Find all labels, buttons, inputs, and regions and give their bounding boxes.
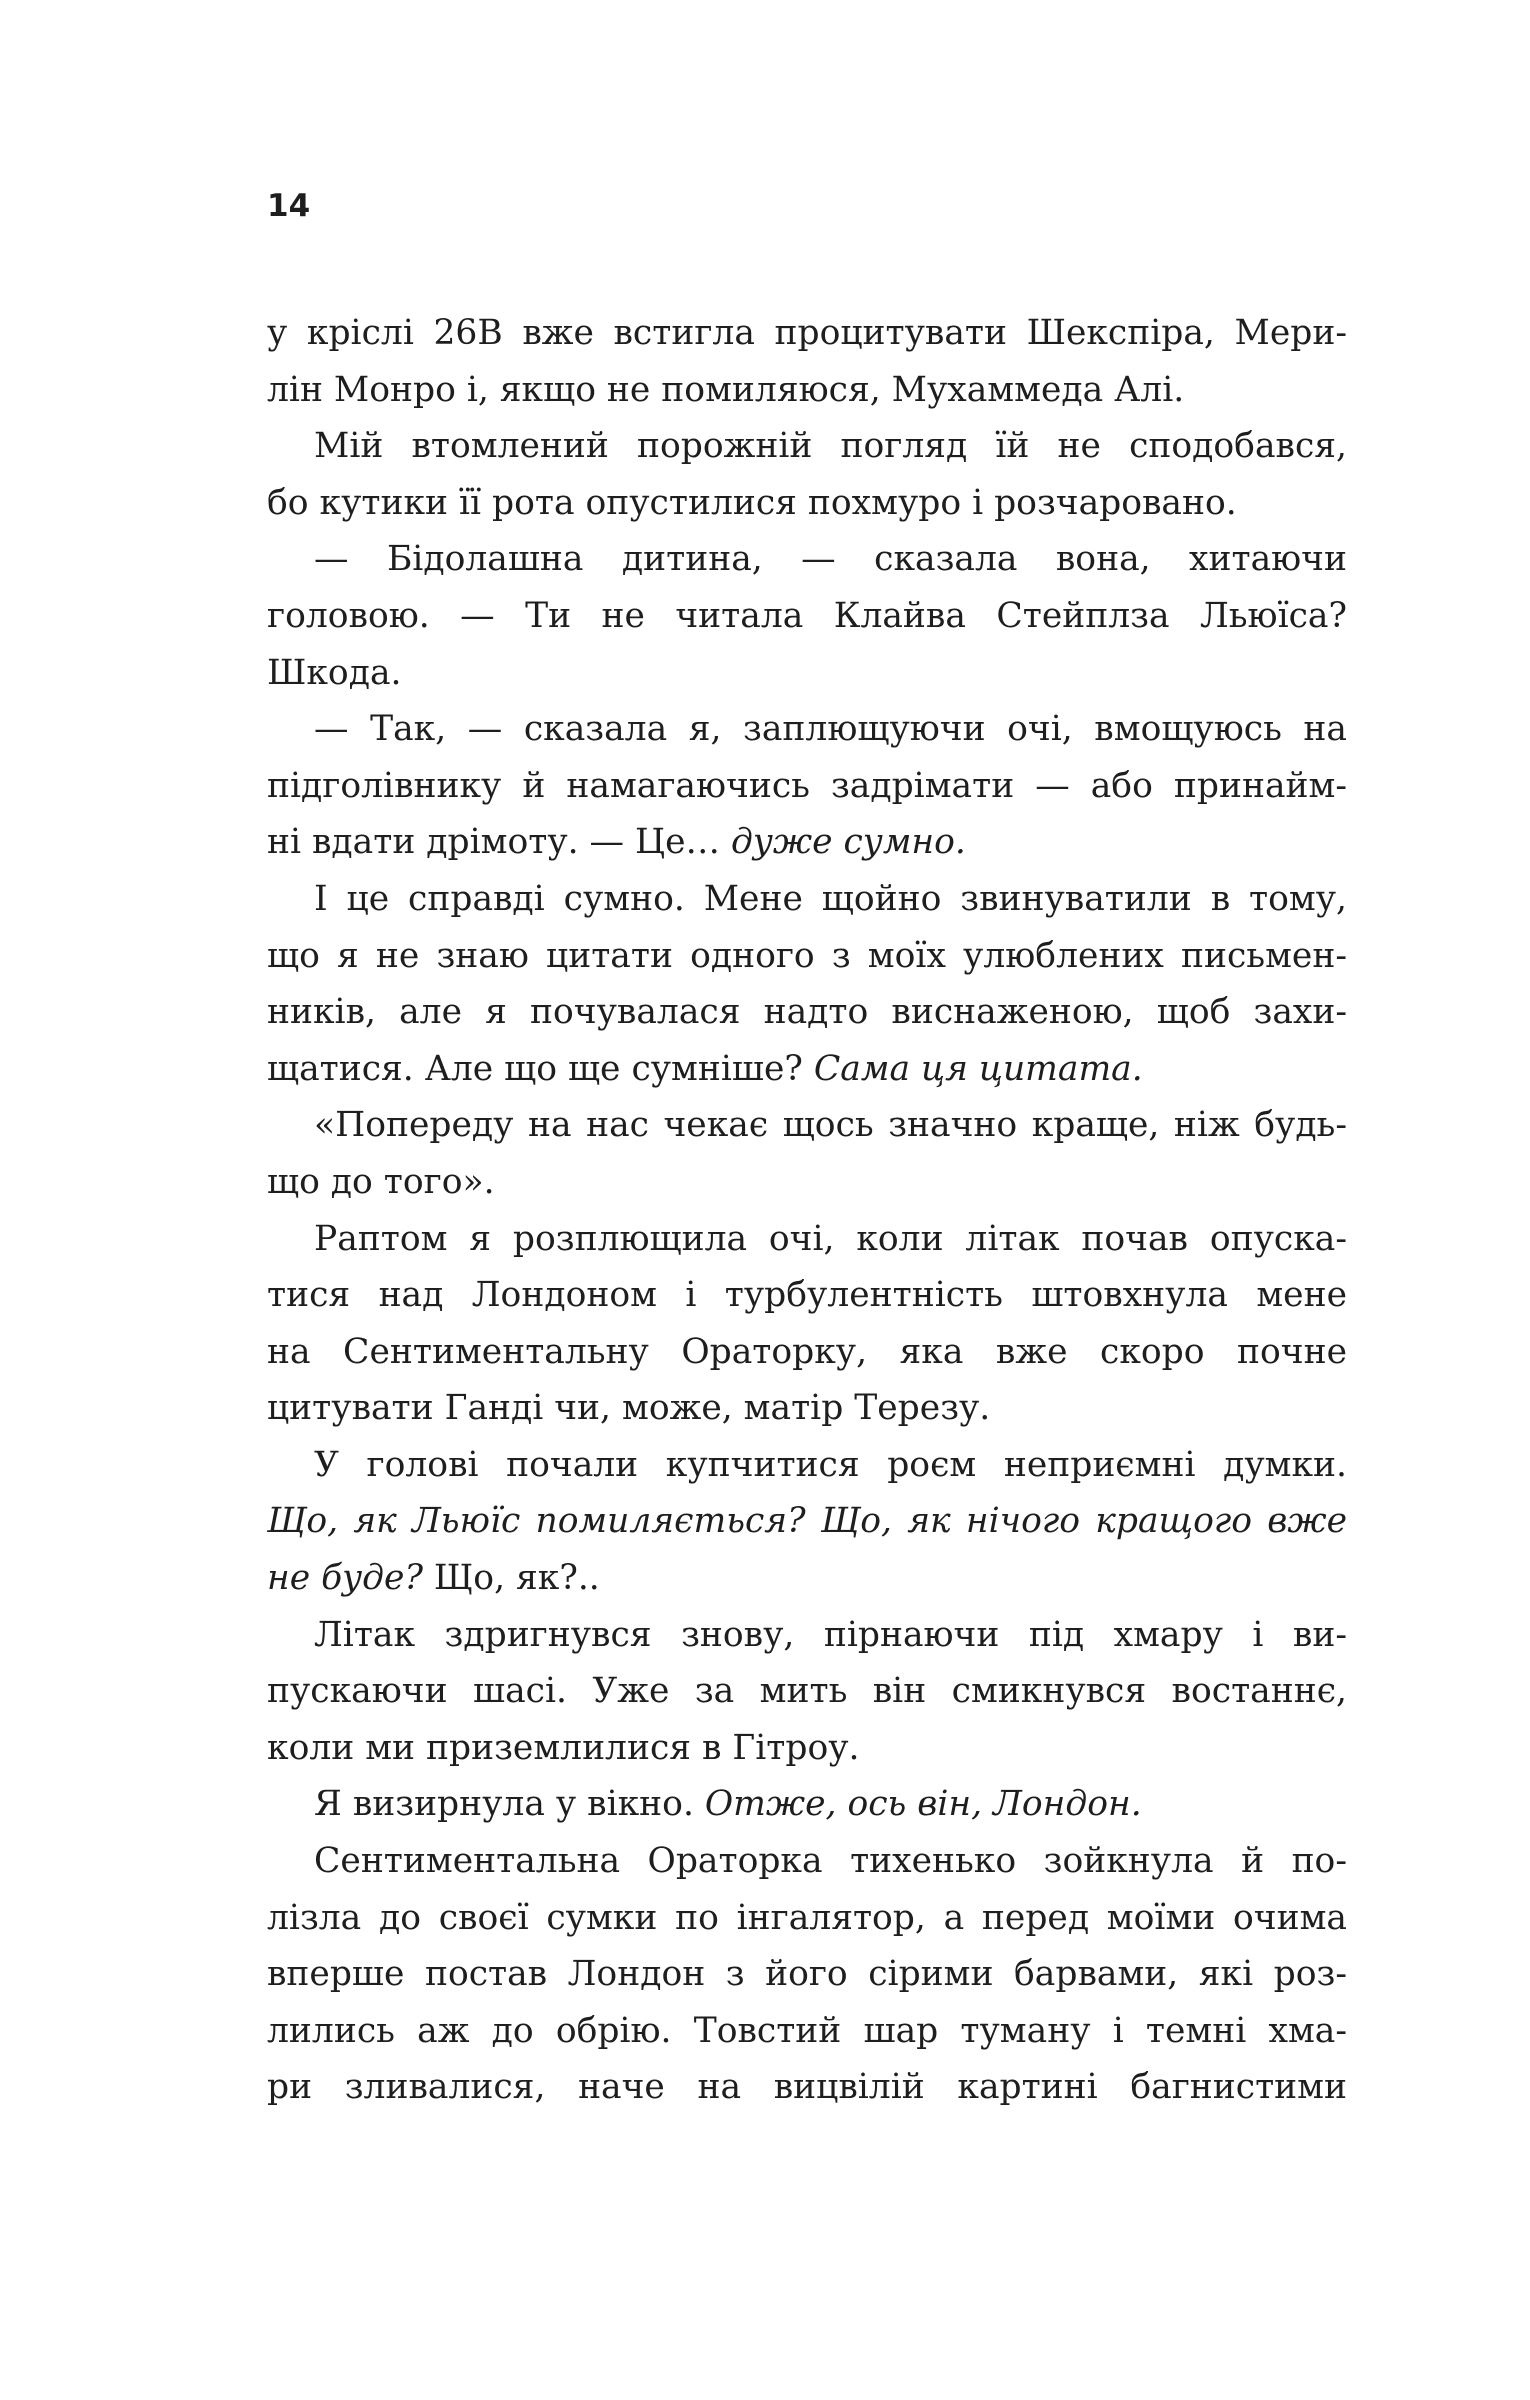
text-line: Раптом я розплющила очі, коли літак почав опуска-	[314, 1218, 1347, 1259]
text-line: — Так, — сказала я, заплющуючи очі, вмощуюсь на	[314, 709, 1347, 750]
text-line: ників, але я почувалася надто виснаженою, щоб захи-	[267, 992, 1347, 1033]
text-line	[267, 1776, 1347, 1833]
text-segment: ні вдати дрімоту. — Це…	[267, 822, 731, 863]
text-line: що я не знаю цитати одного з моїх улюблених письмен-	[267, 935, 1347, 976]
italic-segment: Що, як Льюїс помиляється? Що, як нічого кращого вже	[267, 1501, 1347, 1542]
text-line: на Сентиментальну Ораторку, яка вже скоро почне	[267, 1331, 1347, 1372]
text-line: що до того».	[267, 1161, 495, 1202]
text-line: Сентиментальна Ораторка тихенько зойкнула й по-	[314, 1841, 1347, 1882]
text-segment: Я визирнула у вікно.	[314, 1784, 705, 1825]
text-line: Мій втомлений порожній погляд їй не сподобався,	[314, 426, 1347, 467]
text-line: у кріслі 26B вже встигла процитувати Шекспіра, Мери-	[267, 313, 1347, 353]
text-line	[267, 1550, 1347, 1607]
body-text	[267, 305, 1347, 2116]
text-line: лились аж до обрію. Товстий шар туману і темні хма-	[267, 2010, 1347, 2051]
italic-segment: не буде?	[267, 1558, 423, 1599]
text-line: тися над Лондоном і турбулентність штовхнула мене	[267, 1275, 1347, 1316]
text-line: бо кутики її рота опустилися похмуро і розчаровано.	[267, 482, 1237, 523]
italic-segment: Сама ця цитата.	[813, 1048, 1143, 1089]
text-line: головою. — Ти не читала Клайва Стейплза Льюїса?	[267, 595, 1347, 636]
text-line	[267, 1493, 1347, 1550]
text-line: І це справді сумно. Мене щойно звинуватили в тому,	[314, 878, 1347, 919]
text-line: коли ми приземлилися в Гітроу.	[267, 1727, 860, 1768]
text-line	[267, 1041, 1347, 1098]
text-segment: щатися. Але що ще сумніше?	[267, 1048, 814, 1089]
text-line: лін Монро і, якщо не помиляюся, Мухаммеда Алі.	[267, 369, 1185, 410]
text-line: Літак здригнувся знову, пірнаючи під хмару і ви-	[314, 1614, 1347, 1655]
text-line: «Попереду на нас чекає щось значно краще, ніж будь-	[314, 1105, 1347, 1146]
text-line: У голові почали купчитися роєм неприємні думки.	[314, 1444, 1347, 1485]
text-line: Шкода.	[267, 652, 402, 693]
text-line	[267, 814, 1347, 871]
text-line: лізла до своєї сумки по інгалятор, а перед моїми очима	[267, 1897, 1347, 1938]
text-line: пускаючи шасі. Уже за мить він смикнувся востаннє,	[267, 1671, 1347, 1712]
text-line: ри зливалися, наче на вицвілій картині багнистими	[267, 2067, 1347, 2108]
text-line: підголівнику й намагаючись задрімати — або принайм-	[267, 765, 1347, 806]
text-line: вперше постав Лондон з його сірими барвами, які роз-	[267, 1954, 1347, 1995]
text-line: — Бідолашна дитина, — сказала вона, хитаючи	[314, 539, 1347, 580]
text-segment: Що, як?..	[422, 1558, 600, 1599]
italic-segment: Отже, ось він, Лондон.	[704, 1784, 1142, 1825]
text-line: цитувати Ганді чи, може, матір Терезу.	[267, 1388, 991, 1429]
italic-segment: дуже сумно.	[731, 822, 966, 863]
page-number: 14	[267, 188, 311, 224]
